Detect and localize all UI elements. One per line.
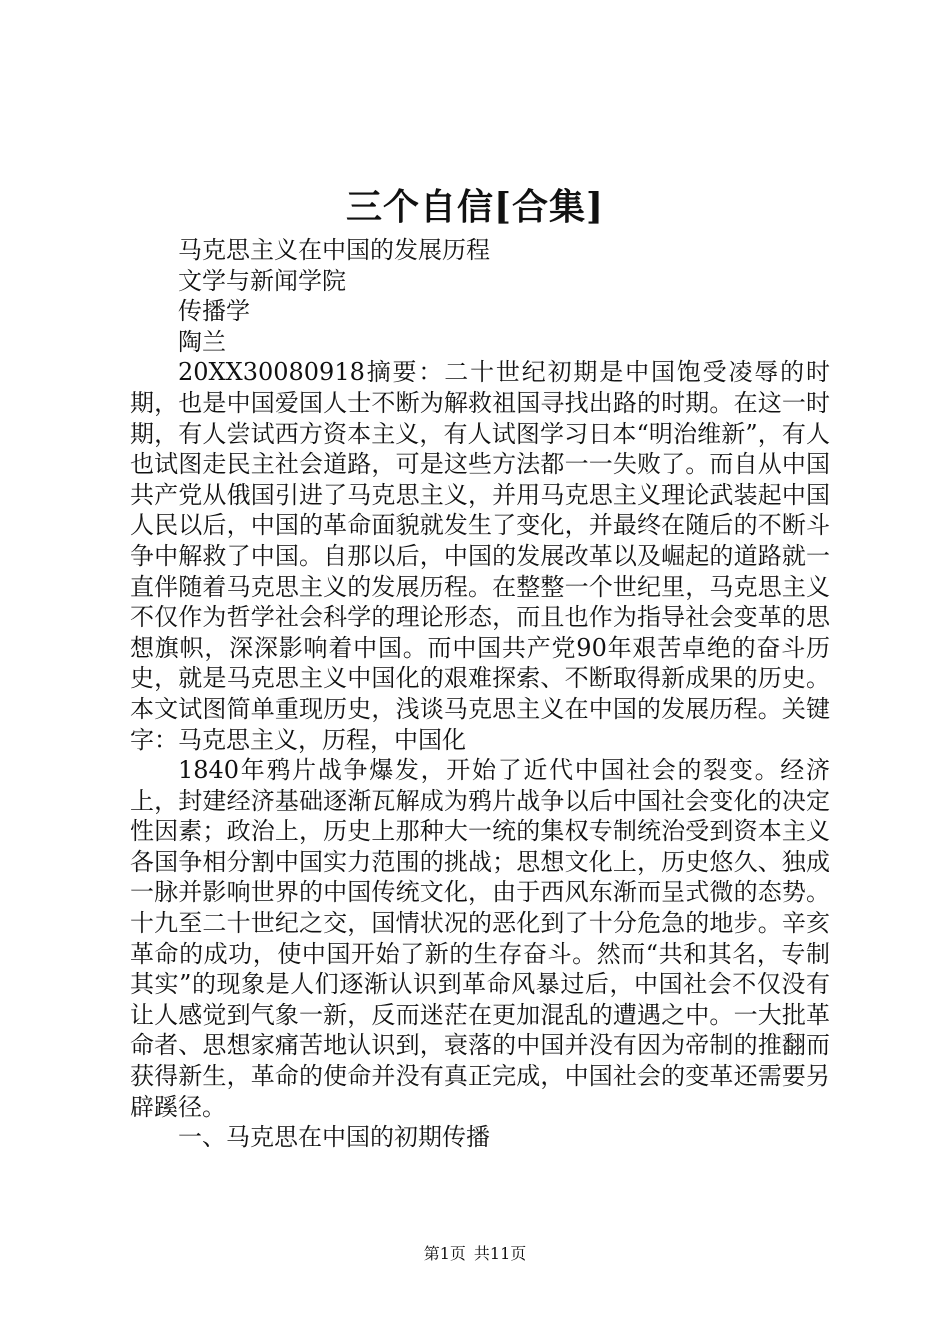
page-total: 共11页 <box>473 1244 527 1263</box>
document-title: 三个自信[合集] <box>345 186 605 228</box>
section-heading: 一、马克思在中国的初期传播 <box>178 1123 490 1152</box>
body-paragraph: 1840年鸦片战争爆发，开始了近代中国社会的裂变。经济上，封建经济基础逐渐瓦解成为鸦片战争以后中国社会变化的决定性因素；政治上，历史上那种大一统的集权专制统治受到资本主义各国争相分割中国实力范围的挑战；思想文化上，历史悠久、独成一脉并影响世界的中国传统文化，由于西风东渐而呈式微的态势。十九至二十世纪之交，国情状况的恶化到了十分危急的地步。辛亥革命的成功，使中国开始了新的生存奋斗。然而“共和其名，专制其实”的现象是人们逐渐认识到革命风暴过后，中国社会不仅没有让人感觉到气象一新，反而迷茫在更加混乱的遭遇之中。一大批革命者、思想家痛苦地认识到，衰落的中国并没有因为帝制的推翻而获得新生，革命的使命并没有真正完成，中国社会的变革还需要另辟蹊径。 <box>130 756 830 1121</box>
document-body <box>130 235 830 1153</box>
page-footer <box>0 1243 950 1265</box>
major-line: 传播学 <box>178 297 250 326</box>
paper-title-line: 马克思主义在中国的发展历程 <box>178 236 490 264</box>
abstract-paragraph: 20XX30080918摘要：二十世纪初期是中国饱受凌辱的时期，也是中国爱国人士不断为解救祖国寻找出路的时期。在这一时期，有人尝试西方资本主义，有人试图学习日本“明治维新”，有人也试图走民主社会道路，可是这些方法都一一失败了。而自从中国共产党从俄国引进了马克思主义，并用马克思主义理论武装起中国人民以后，中国的革命面貌就发生了变化，并最终在随后的不断斗争中解救了中国。自那以后，中国的发展改革以及崛起的道路就一直伴随着马克思主义的发展历程。在整整一个世纪里，马克思主义不仅作为哲学社会科学的理论形态，而且也作为指导社会变革的思想旗帜，深深影响着中国。而中国共产党90年艰苦卓绝的奋斗历史，就是马克思主义中国化的艰难探索、不断取得新成果的历史。本文试图简单重现历史，浅谈马克思主义在中国的发展历程。关键字：马克思主义，历程，中国化 <box>130 358 830 754</box>
college-line: 文学与新闻学院 <box>178 266 346 295</box>
page-number: 第1页 <box>423 1244 466 1263</box>
author-line: 陶兰 <box>178 327 226 356</box>
